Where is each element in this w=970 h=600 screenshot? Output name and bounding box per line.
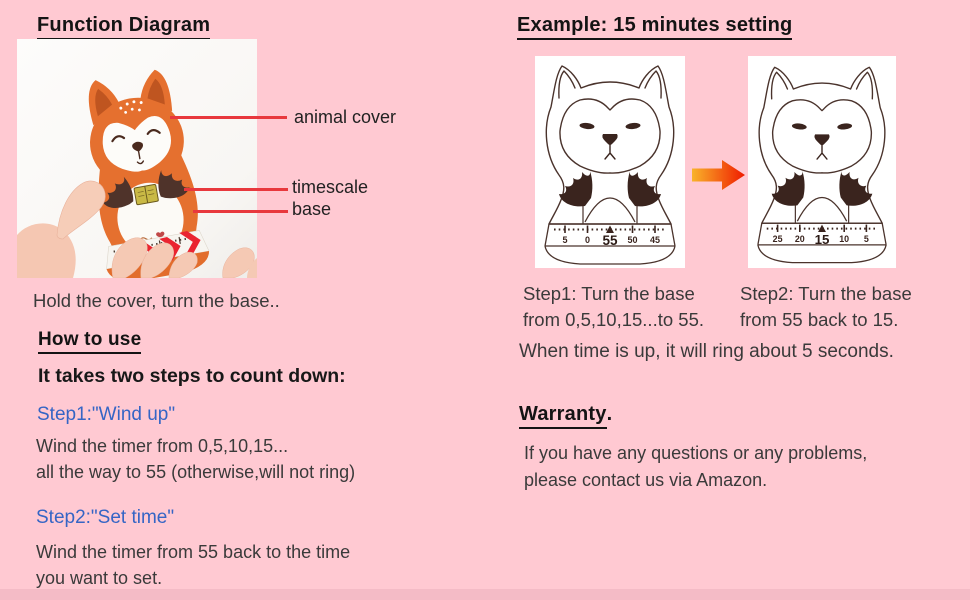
two-steps-subtitle: It takes two steps to count down: bbox=[38, 365, 346, 387]
transition-arrow bbox=[692, 158, 746, 197]
base-bottom bbox=[545, 246, 675, 264]
how-to-use-heading: How to use bbox=[38, 329, 141, 354]
fox-timer-photo-illustration bbox=[17, 39, 257, 278]
label-timescale: timescale bbox=[292, 177, 369, 197]
step2-title: Step2:"Set time" bbox=[36, 507, 175, 528]
panel2-caption bbox=[740, 281, 912, 333]
dial-number: 5 bbox=[562, 235, 568, 245]
panel1-caption-line2: from 0,5,10,15...to 55. bbox=[523, 309, 704, 330]
fox-timer-drawing-2 bbox=[748, 56, 896, 268]
right-arrow-icon bbox=[692, 158, 746, 192]
dial-number: 25 bbox=[772, 233, 783, 244]
step2-line2: you want to set. bbox=[36, 568, 163, 588]
step2-line1: Wind the timer from 55 back to the time bbox=[36, 542, 351, 562]
label-base: base bbox=[292, 199, 332, 219]
dial-number: 5 bbox=[863, 233, 869, 244]
pointer-line-animal-cover bbox=[170, 116, 287, 119]
product-photo bbox=[17, 39, 257, 278]
warranty-line2: please contact us via Amazon. bbox=[524, 470, 768, 490]
example-heading: Example: 15 minutes setting bbox=[517, 14, 792, 40]
step1-title: Step1:"Wind up" bbox=[37, 404, 176, 425]
bottom-strip bbox=[0, 589, 970, 600]
step2-description bbox=[36, 539, 350, 591]
dial-number: 10 bbox=[839, 233, 850, 244]
dial-number: 20 bbox=[794, 233, 805, 244]
warranty-heading: Warranty. bbox=[519, 403, 612, 429]
panel2-caption-line2: from 55 back to 15. bbox=[740, 309, 899, 330]
timer-panel-step2 bbox=[748, 56, 896, 268]
pointer-line-timescale bbox=[184, 188, 288, 191]
warranty-text bbox=[524, 440, 867, 494]
label-animal-cover: animal cover bbox=[294, 107, 397, 127]
warranty-heading-period: . bbox=[606, 403, 613, 425]
step1-description bbox=[36, 433, 355, 485]
step1-line2: all the way to 55 (otherwise,will not ring) bbox=[36, 462, 356, 482]
hold-cover-text: Hold the cover, turn the base.. bbox=[33, 290, 280, 311]
dial-number-selected: 55 bbox=[602, 233, 618, 248]
panel1-caption-line1: Step1: Turn the base bbox=[523, 283, 695, 304]
timer-panel-step1 bbox=[535, 56, 685, 268]
pointer-line-base bbox=[193, 210, 288, 213]
panel1-caption bbox=[523, 281, 704, 333]
dial-number: 50 bbox=[627, 235, 638, 245]
dial-number: 45 bbox=[649, 235, 661, 245]
panel2-caption-line1: Step2: Turn the base bbox=[740, 283, 912, 304]
book-graphic bbox=[134, 184, 159, 205]
ring-note: When time is up, it will ring about 5 seconds. bbox=[519, 341, 894, 362]
base-bottom bbox=[758, 245, 886, 263]
warranty-line1: If you have any questions or any problems, bbox=[524, 443, 868, 463]
function-diagram-heading: Function Diagram bbox=[37, 14, 210, 40]
dial-number: 0 bbox=[584, 235, 591, 245]
step1-line1: Wind the timer from 0,5,10,15... bbox=[36, 436, 289, 456]
dial-number-selected: 15 bbox=[814, 231, 830, 247]
fox-timer-drawing-1 bbox=[535, 56, 685, 268]
